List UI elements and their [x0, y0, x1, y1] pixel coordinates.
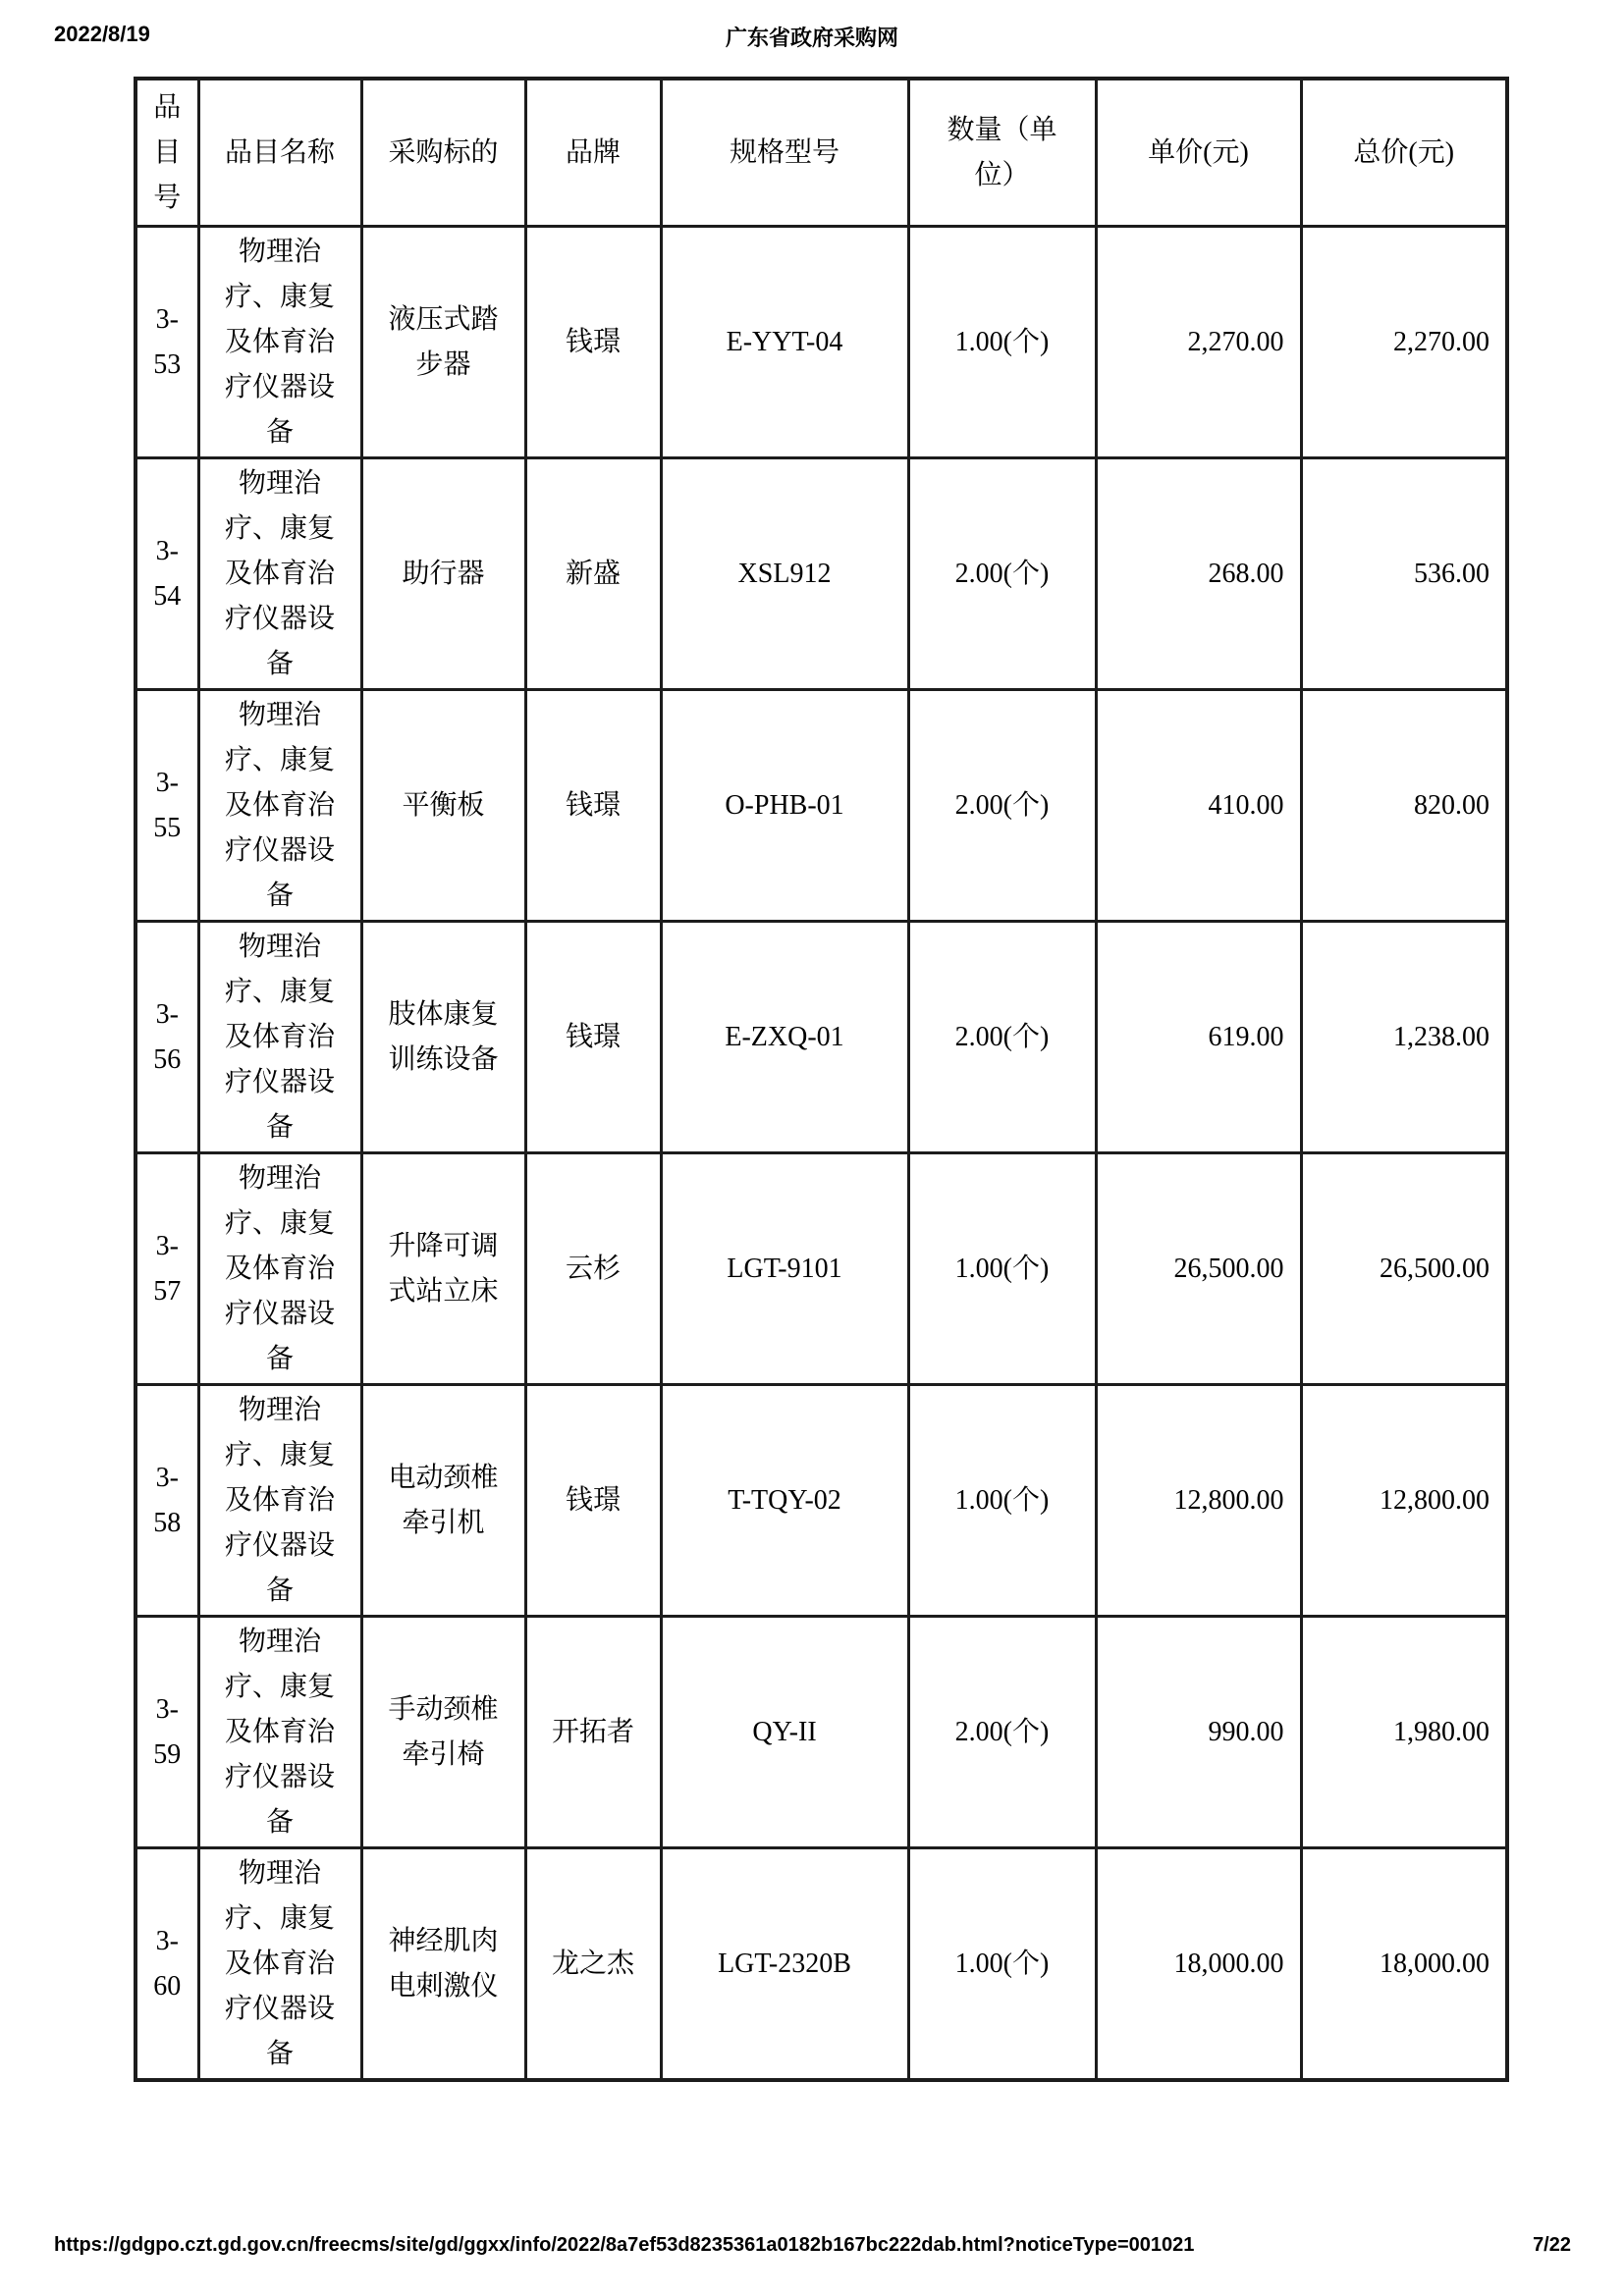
- cell-model: LGT-2320B: [661, 1848, 908, 2081]
- cell-item-no: 3-57: [135, 1153, 198, 1385]
- table-row: [135, 1617, 1507, 1848]
- cell-target: 电动颈椎牵引机: [361, 1385, 525, 1617]
- cell-model: E-ZXQ-01: [661, 922, 908, 1153]
- cell-total-price: 2,270.00: [1301, 227, 1507, 458]
- cell-total-price: 1,238.00: [1301, 922, 1507, 1153]
- cell-item-name: 物理治疗、康复及体育治疗仪器设备: [198, 1848, 361, 2081]
- cell-target: 助行器: [361, 458, 525, 690]
- table-header-row: [135, 79, 1507, 227]
- cell-item-no: 3-58: [135, 1385, 198, 1617]
- cell-total-price: 26,500.00: [1301, 1153, 1507, 1385]
- col-header-unit-price: 单价(元): [1096, 79, 1301, 227]
- cell-brand: 新盛: [525, 458, 661, 690]
- cell-unit-price: 268.00: [1096, 458, 1301, 690]
- table-row: [135, 1848, 1507, 2081]
- table-row: [135, 1385, 1507, 1617]
- table-row: [135, 458, 1507, 690]
- cell-brand: 钱璟: [525, 690, 661, 922]
- cell-model: QY-II: [661, 1617, 908, 1848]
- table-row: [135, 922, 1507, 1153]
- table-row: [135, 1153, 1507, 1385]
- cell-item-name: 物理治疗、康复及体育治疗仪器设备: [198, 922, 361, 1153]
- cell-unit-price: 12,800.00: [1096, 1385, 1301, 1617]
- cell-target: 平衡板: [361, 690, 525, 922]
- cell-quantity: 1.00(个): [908, 227, 1096, 458]
- cell-item-name: 物理治疗、康复及体育治疗仪器设备: [198, 1385, 361, 1617]
- print-header-date: 2022/8/19: [54, 22, 150, 46]
- cell-model: LGT-9101: [661, 1153, 908, 1385]
- cell-quantity: 2.00(个): [908, 1617, 1096, 1848]
- procurement-items-table: [134, 77, 1509, 2082]
- cell-total-price: 536.00: [1301, 458, 1507, 690]
- col-header-quantity: 数量（单位）: [908, 79, 1096, 227]
- col-header-item-name: 品目名称: [198, 79, 361, 227]
- table-row: [135, 227, 1507, 458]
- cell-brand: 开拓者: [525, 1617, 661, 1848]
- col-header-target: 采购标的: [361, 79, 525, 227]
- cell-model: T-TQY-02: [661, 1385, 908, 1617]
- cell-target: 神经肌肉电刺激仪: [361, 1848, 525, 2081]
- cell-quantity: 1.00(个): [908, 1153, 1096, 1385]
- col-header-brand: 品牌: [525, 79, 661, 227]
- cell-model: XSL912: [661, 458, 908, 690]
- cell-total-price: 820.00: [1301, 690, 1507, 922]
- cell-target: 肢体康复训练设备: [361, 922, 525, 1153]
- cell-unit-price: 619.00: [1096, 922, 1301, 1153]
- cell-item-no: 3-54: [135, 458, 198, 690]
- cell-total-price: 1,980.00: [1301, 1617, 1507, 1848]
- cell-brand: 钱璟: [525, 227, 661, 458]
- cell-item-name: 物理治疗、康复及体育治疗仪器设备: [198, 690, 361, 922]
- cell-quantity: 1.00(个): [908, 1385, 1096, 1617]
- cell-unit-price: 990.00: [1096, 1617, 1301, 1848]
- cell-item-no: 3-59: [135, 1617, 198, 1848]
- print-footer-page-indicator: 7/22: [1533, 2234, 1571, 2256]
- cell-model: O-PHB-01: [661, 690, 908, 922]
- cell-unit-price: 410.00: [1096, 690, 1301, 922]
- cell-item-name: 物理治疗、康复及体育治疗仪器设备: [198, 1617, 361, 1848]
- cell-unit-price: 26,500.00: [1096, 1153, 1301, 1385]
- cell-item-no: 3-56: [135, 922, 198, 1153]
- cell-quantity: 2.00(个): [908, 922, 1096, 1153]
- print-header-site-title: 广东省政府采购网: [725, 26, 898, 50]
- print-footer-source-url: https://gdgpo.czt.gd.gov.cn/freecms/site/gd/ggxx/info/2022/8a7ef53d8235361a0182b167bc222dab.html?noticeType=001021: [54, 2234, 1195, 2256]
- cell-item-name: 物理治疗、康复及体育治疗仪器设备: [198, 227, 361, 458]
- cell-brand: 钱璟: [525, 1385, 661, 1617]
- cell-brand: 钱璟: [525, 922, 661, 1153]
- col-header-item-no: 品目号: [135, 79, 198, 227]
- cell-item-no: 3-60: [135, 1848, 198, 2081]
- cell-quantity: 1.00(个): [908, 1848, 1096, 2081]
- cell-target: 手动颈椎牵引椅: [361, 1617, 525, 1848]
- cell-unit-price: 18,000.00: [1096, 1848, 1301, 2081]
- col-header-model: 规格型号: [661, 79, 908, 227]
- cell-brand: 云杉: [525, 1153, 661, 1385]
- table-row: [135, 690, 1507, 922]
- cell-target: 液压式踏步器: [361, 227, 525, 458]
- cell-quantity: 2.00(个): [908, 690, 1096, 922]
- cell-item-no: 3-55: [135, 690, 198, 922]
- cell-target: 升降可调式站立床: [361, 1153, 525, 1385]
- cell-quantity: 2.00(个): [908, 458, 1096, 690]
- cell-item-name: 物理治疗、康复及体育治疗仪器设备: [198, 1153, 361, 1385]
- cell-total-price: 18,000.00: [1301, 1848, 1507, 2081]
- cell-item-name: 物理治疗、康复及体育治疗仪器设备: [198, 458, 361, 690]
- cell-unit-price: 2,270.00: [1096, 227, 1301, 458]
- cell-total-price: 12,800.00: [1301, 1385, 1507, 1617]
- cell-item-no: 3-53: [135, 227, 198, 458]
- cell-model: E-YYT-04: [661, 227, 908, 458]
- col-header-total-price: 总价(元): [1301, 79, 1507, 227]
- cell-brand: 龙之杰: [525, 1848, 661, 2081]
